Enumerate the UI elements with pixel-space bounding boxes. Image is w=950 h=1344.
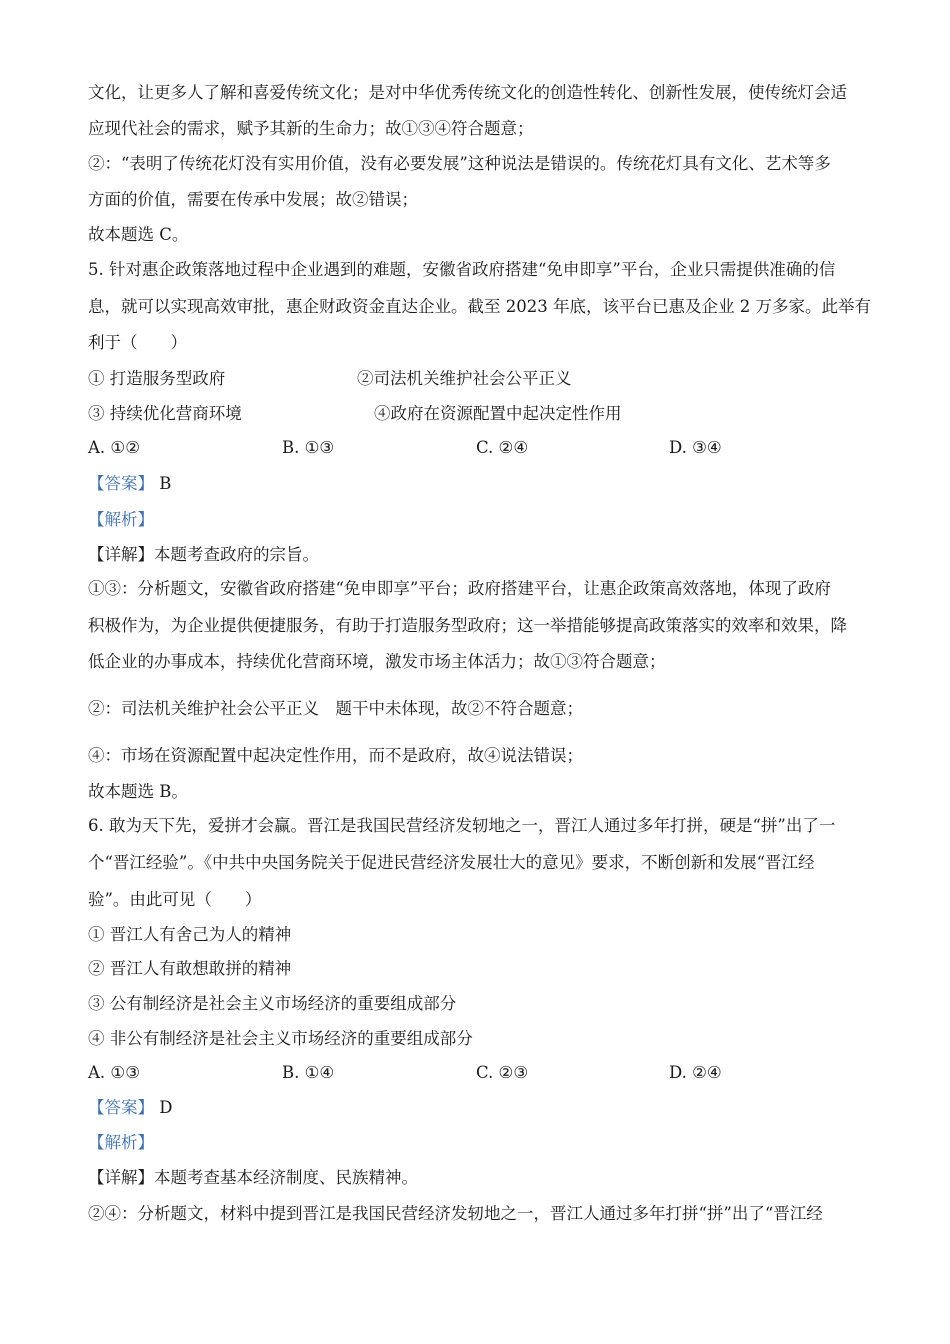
q6-option-d: D. ②④ <box>669 1063 722 1082</box>
q5-option-a: A. ①② <box>88 438 140 457</box>
q6-explanation-line: ②④：分析题文，材料中提到晋江是我国民营经济发轫地之一，晋江人通过多年打拼“拼”出了“晋江经 <box>88 1204 823 1223</box>
q4-explanation-line: 文化，让更多人了解和喜爱传统文化；是对中华优秀传统文化的创造性转化、创新性发展，使传统灯会适 <box>88 83 847 102</box>
q6-option-b: B. ①④ <box>282 1063 335 1082</box>
q5-statement-4: ④政府在资源配置中起决定性作用 <box>374 404 622 423</box>
q5-stem-line: 息，就可以实现高效审批，惠企财政资金直达企业。截至 2023 年底，该平台已惠及企业 2 万多家。此举有 <box>88 297 871 316</box>
q5-stem-line: 5. 针对惠企政策落地过程中企业遇到的难题，安徽省政府搭建“免申即享”平台，企业只需提供准确的信 <box>88 260 836 279</box>
q5-conclusion: 故本题选 B。 <box>88 782 188 801</box>
q4-explanation-line: 应现代社会的需求，赋予其新的生命力；故①③④符合题意； <box>88 119 534 138</box>
q6-statement-3: ③ 公有制经济是社会主义市场经济的重要组成部分 <box>88 994 457 1013</box>
q5-analysis-tag: 【解析】 <box>88 510 154 529</box>
q5-option-c: C. ②④ <box>476 438 529 457</box>
q6-option-a: A. ①③ <box>88 1063 140 1082</box>
q4-explanation-line: 方面的价值，需要在传承中发展；故②错误； <box>88 190 418 209</box>
q5-option-d: D. ③④ <box>669 438 722 457</box>
q6-option-c: C. ②③ <box>476 1063 529 1082</box>
answer-value: B <box>159 474 172 493</box>
q5-answer <box>88 473 171 495</box>
q5-explanation-line: ④：市场在资源配置中起决定性作用，而不是政府，故④说法错误； <box>88 746 583 765</box>
q6-answer <box>88 1097 172 1119</box>
q5-explanation-line: ①③：分析题文，安徽省政府搭建“免申即享”平台；政府搭建平台，让惠企政策高效落地，体现了政府 <box>88 579 831 598</box>
q5-option-b: B. ①③ <box>282 438 335 457</box>
answer-tag: 【答案】 <box>88 1098 154 1117</box>
q6-statement-4: ④ 非公有制经济是社会主义市场经济的重要组成部分 <box>88 1029 473 1048</box>
q6-statement-2: ② 晋江人有敢想敢拼的精神 <box>88 959 292 978</box>
q6-analysis-tag: 【解析】 <box>88 1133 154 1152</box>
q6-stem-line: 6. 敢为天下先，爱拼才会赢。晋江是我国民营经济发轫地之一，晋江人通过多年打拼，硬是“拼”出了一 <box>88 816 836 835</box>
q6-stem-line: 个“晋江经验”。《中共中央国务院关于促进民营经济发展壮大的意见》要求，不断创新和发展“晋江经 <box>88 853 815 872</box>
q5-explanation-line: ②：司法机关维护社会公平正义 题干中未体现，故②不符合题意； <box>88 699 583 718</box>
q5-detail: 【详解】本题考查政府的宗旨。 <box>88 545 319 564</box>
q5-explanation-line: 低企业的办事成本，持续优化营商环境，激发市场主体活力；故①③符合题意； <box>88 652 666 671</box>
q6-statement-1: ① 晋江人有舍己为人的精神 <box>88 925 292 944</box>
q5-explanation-line: 积极作为，为企业提供便捷服务，有助于打造服务型政府；这一举措能够提高政策落实的效率和效果，降 <box>88 616 847 635</box>
q5-statement-2: ②司法机关维护社会公平正义 <box>357 369 572 388</box>
answer-tag: 【答案】 <box>88 474 154 493</box>
answer-value: D <box>159 1098 173 1117</box>
q5-stem-line: 利于（ ） <box>88 333 187 352</box>
q6-detail: 【详解】本题考查基本经济制度、民族精神。 <box>88 1168 418 1187</box>
q4-conclusion: 故本题选 C。 <box>88 225 189 244</box>
q5-statement-3: ③ 持续优化营商环境 <box>88 404 242 423</box>
q5-statement-1: ① 打造服务型政府 <box>88 369 226 388</box>
q4-explanation-line: ②：“表明了传统花灯没有实用价值，没有必要发展”这种说法是错误的。传统花灯具有文化、艺术等多 <box>88 154 831 173</box>
q6-stem-line: 验”。由此可见（ ） <box>88 890 262 909</box>
